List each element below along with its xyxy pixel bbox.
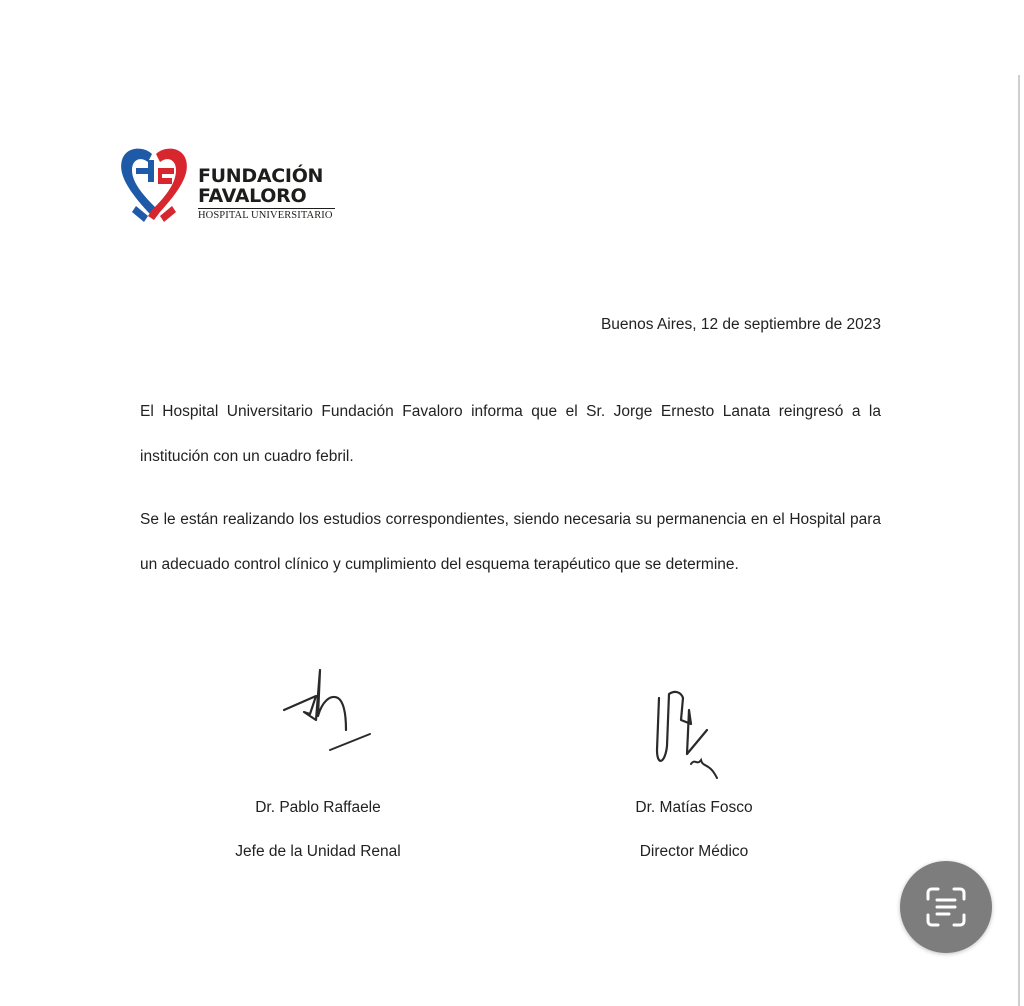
signer-role-left: Jefe de la Unidad Renal [235, 843, 401, 860]
paragraph-studies: Se le están realizando los estudios correspondientes, siendo necesaria su permanencia en el Hospital para un adecuado control clínico y cumplimiento del esquema terapéutico que se determine. [140, 511, 881, 573]
letter-date: Buenos Aires, 12 de septiembre de 2023 [600, 316, 881, 333]
signature-raffaele [270, 658, 380, 758]
paragraph-readmission: El Hospital Universitario Fundación Favaloro informa que el Sr. Jorge Ernesto Lanata reingresó a la institución con un cuadro febril. [140, 403, 881, 465]
heart-cross-logo-icon [118, 146, 190, 224]
fundacion-favaloro-logo [118, 146, 358, 230]
signer-role-right: Director Médico [639, 843, 749, 860]
logo-wordmark [198, 166, 335, 222]
logo-line-favaloro: FAVALORO [198, 185, 307, 207]
live-text-scan-button[interactable] [900, 861, 992, 953]
logo-line-fundacion: FUNDACIÓN [198, 165, 324, 187]
text-scan-icon [922, 883, 970, 931]
logo-subtitle: HOSPITAL UNIVERSITARIO [198, 210, 333, 221]
signer-name-right: Dr. Matías Fosco [635, 799, 753, 816]
signature-fosco [645, 680, 730, 790]
page-edge-shadow [1018, 75, 1020, 1006]
signer-name-left: Dr. Pablo Raffaele [255, 799, 381, 816]
